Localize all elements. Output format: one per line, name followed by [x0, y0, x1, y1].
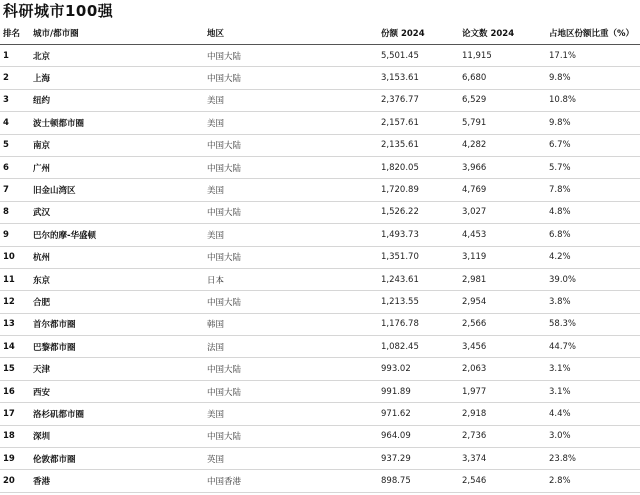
cell-papers: 2,954: [462, 296, 487, 307]
cell-papers: 2,981: [462, 274, 487, 285]
cell-rank: 8: [3, 207, 9, 218]
cell-rank: 7: [3, 185, 9, 196]
table-row: [0, 291, 640, 313]
table-header: [0, 22, 640, 45]
cell-share: 5,501.45: [381, 50, 419, 61]
cell-rank: 6: [3, 162, 9, 173]
cell-share: 1,493.73: [381, 229, 419, 240]
cell-region: 英国: [207, 454, 225, 465]
cell-rank: 5: [3, 140, 9, 151]
cell-city: 上海: [33, 74, 51, 85]
cell-region: 中国大陆: [207, 141, 242, 152]
cell-papers: 2,063: [462, 364, 487, 375]
cell-ratio: 23.8%: [549, 453, 577, 464]
cell-share: 1,720.89: [381, 185, 419, 196]
cell-region: 法国: [207, 342, 225, 353]
cell-share: 1,082.45: [381, 341, 419, 352]
cell-papers: 4,453: [462, 229, 487, 240]
cell-ratio: 7.8%: [549, 185, 571, 196]
cell-papers: 6,680: [462, 73, 487, 84]
cell-rank: 2: [3, 73, 9, 84]
cell-rank: 10: [3, 252, 15, 263]
table-row: [0, 247, 640, 269]
cell-rank: 17: [3, 408, 15, 419]
table-row: [0, 135, 640, 157]
table-row: [0, 45, 640, 67]
cell-share: 898.75: [381, 476, 411, 487]
cell-share: 971.62: [381, 408, 411, 419]
cell-papers: 6,529: [462, 95, 487, 106]
table-row: [0, 90, 640, 112]
cell-region: 中国大陆: [207, 297, 242, 308]
cell-city: 纽约: [33, 96, 51, 107]
cell-papers: 3,119: [462, 252, 487, 263]
cell-city: 首尔都市圈: [33, 320, 76, 331]
cell-region: 中国大陆: [207, 432, 242, 443]
cell-ratio: 9.8%: [549, 117, 571, 128]
table-row: [0, 403, 640, 425]
cell-city: 杭州: [33, 253, 51, 264]
cell-share: 3,153.61: [381, 73, 419, 84]
table-row: [0, 314, 640, 336]
cell-rank: 4: [3, 117, 9, 128]
cell-region: 美国: [207, 409, 225, 420]
cell-region: 中国香港: [207, 477, 242, 488]
cell-city: 西安: [33, 387, 51, 398]
cell-share: 1,820.05: [381, 162, 419, 173]
cell-region: 中国大陆: [207, 387, 242, 398]
cell-region: 中国大陆: [207, 253, 242, 264]
cell-ratio: 3.0%: [549, 431, 571, 442]
cell-share: 993.02: [381, 364, 411, 375]
cell-city: 洛杉矶都市圈: [33, 409, 85, 420]
table-row: [0, 202, 640, 224]
cell-city: 深圳: [33, 432, 51, 443]
cell-papers: 2,918: [462, 408, 487, 419]
cell-city: 巴黎都市圈: [33, 342, 76, 353]
cell-share: 2,376.77: [381, 95, 419, 106]
header-share: 份额 2024: [381, 29, 425, 39]
table-row: [0, 224, 640, 246]
table-row: [0, 336, 640, 358]
cell-rank: 1: [3, 50, 9, 61]
cell-share: 2,157.61: [381, 117, 419, 128]
cell-city: 合肥: [33, 297, 51, 308]
cell-ratio: 6.7%: [549, 140, 571, 151]
cell-city: 旧金山湾区: [33, 186, 76, 197]
cell-rank: 15: [3, 364, 15, 375]
cell-region: 中国大陆: [207, 74, 242, 85]
cell-ratio: 3.8%: [549, 296, 571, 307]
cell-share: 1,176.78: [381, 319, 419, 330]
cell-rank: 14: [3, 341, 15, 352]
cell-ratio: 6.8%: [549, 229, 571, 240]
cell-region: 中国大陆: [207, 163, 242, 174]
cell-city: 东京: [33, 275, 51, 286]
header-ratio: 占地区份额比重（%）: [549, 29, 635, 39]
cell-ratio: 4.4%: [549, 408, 571, 419]
header-papers: 论文数 2024: [462, 29, 515, 39]
cell-city: 巴尔的摩-华盛顿: [33, 230, 97, 241]
cell-city: 伦敦都市圈: [33, 454, 76, 465]
table-row: [0, 67, 640, 89]
cell-share: 964.09: [381, 431, 411, 442]
header-region: 地区: [207, 29, 225, 39]
ranking-table: [0, 22, 640, 493]
cell-city: 天津: [33, 365, 51, 376]
cell-papers: 4,282: [462, 140, 487, 151]
cell-share: 1,213.55: [381, 296, 419, 307]
cell-papers: 3,966: [462, 162, 487, 173]
cell-papers: 2,736: [462, 431, 487, 442]
cell-rank: 16: [3, 386, 15, 397]
cell-rank: 9: [3, 229, 9, 240]
cell-region: 日本: [207, 275, 225, 286]
cell-papers: 3,374: [462, 453, 487, 464]
cell-region: 美国: [207, 186, 225, 197]
cell-region: 美国: [207, 230, 225, 241]
table-row: [0, 157, 640, 179]
cell-ratio: 5.7%: [549, 162, 571, 173]
cell-ratio: 17.1%: [549, 50, 577, 61]
cell-rank: 19: [3, 453, 15, 464]
cell-share: 2,135.61: [381, 140, 419, 151]
table-body: [0, 45, 640, 493]
table-row: [0, 269, 640, 291]
cell-ratio: 44.7%: [549, 341, 577, 352]
cell-rank: 12: [3, 296, 15, 307]
page-title: 科研城市100强: [3, 2, 114, 20]
cell-city: 香港: [33, 477, 51, 488]
cell-ratio: 3.1%: [549, 386, 571, 397]
cell-papers: 1,977: [462, 386, 487, 397]
cell-ratio: 4.2%: [549, 252, 571, 263]
cell-city: 广州: [33, 163, 51, 174]
cell-papers: 5,791: [462, 117, 487, 128]
cell-city: 武汉: [33, 208, 51, 219]
cell-ratio: 10.8%: [549, 95, 577, 106]
cell-share: 1,351.70: [381, 252, 419, 263]
cell-ratio: 3.1%: [549, 364, 571, 375]
cell-city: 南京: [33, 141, 51, 152]
table-row: [0, 358, 640, 380]
cell-region: 中国大陆: [207, 51, 242, 62]
cell-papers: 3,027: [462, 207, 487, 218]
cell-ratio: 9.8%: [549, 73, 571, 84]
table-row: [0, 448, 640, 470]
cell-rank: 18: [3, 431, 15, 442]
cell-papers: 2,566: [462, 319, 487, 330]
table-row: [0, 112, 640, 134]
cell-city: 北京: [33, 51, 51, 62]
header-city: 城市/都市圈: [33, 29, 79, 39]
cell-share: 1,526.22: [381, 207, 419, 218]
cell-share: 991.89: [381, 386, 411, 397]
header-rank: 排名: [3, 29, 21, 39]
table-row: [0, 426, 640, 448]
cell-region: 中国大陆: [207, 365, 242, 376]
table-row: [0, 179, 640, 201]
cell-ratio: 4.8%: [549, 207, 571, 218]
cell-ratio: 58.3%: [549, 319, 577, 330]
cell-rank: 11: [3, 274, 15, 285]
table-row: [0, 381, 640, 403]
cell-rank: 13: [3, 319, 15, 330]
cell-city: 波士顿都市圈: [33, 118, 85, 129]
cell-papers: 11,915: [462, 50, 492, 61]
cell-rank: 3: [3, 95, 9, 106]
cell-rank: 20: [3, 476, 15, 487]
cell-ratio: 39.0%: [549, 274, 577, 285]
cell-papers: 4,769: [462, 185, 487, 196]
cell-share: 1,243.61: [381, 274, 419, 285]
table-row: [0, 470, 640, 492]
cell-papers: 2,546: [462, 476, 487, 487]
cell-region: 美国: [207, 118, 225, 129]
cell-ratio: 2.8%: [549, 476, 571, 487]
cell-papers: 3,456: [462, 341, 487, 352]
cell-region: 美国: [207, 96, 225, 107]
cell-share: 937.29: [381, 453, 411, 464]
cell-region: 中国大陆: [207, 208, 242, 219]
cell-region: 韩国: [207, 320, 225, 331]
